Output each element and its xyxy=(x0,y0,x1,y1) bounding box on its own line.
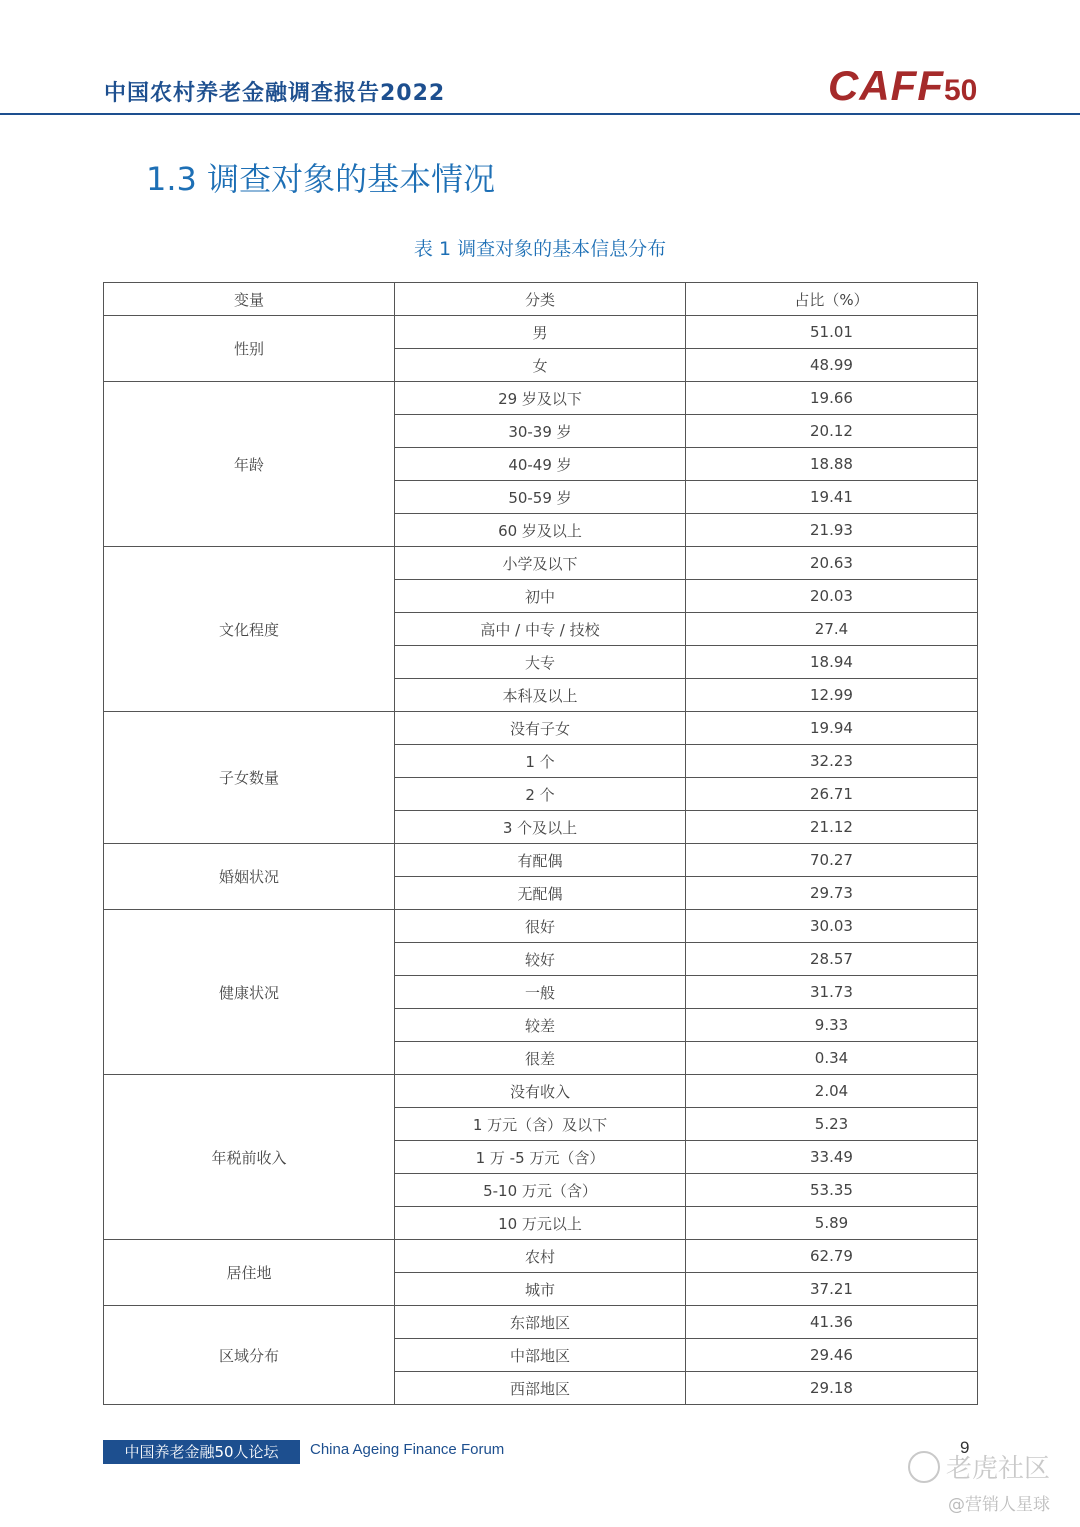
forum-name-en: China Ageing Finance Forum xyxy=(310,1441,505,1458)
category-cell: 中部地区 xyxy=(395,1339,686,1372)
category-cell: 初中 xyxy=(395,580,686,613)
category-cell: 高中 / 中专 / 技校 xyxy=(395,613,686,646)
table-row xyxy=(104,910,978,943)
percentage-cell: 5.23 xyxy=(686,1108,978,1141)
percentage-cell: 5.89 xyxy=(686,1207,978,1240)
variable-cell: 区域分布 xyxy=(104,1306,395,1405)
percentage-cell: 28.57 xyxy=(686,943,978,976)
report-header-title: 中国农村养老金融调查报告2022 xyxy=(104,81,446,106)
percentage-cell: 21.12 xyxy=(686,811,978,844)
category-cell: 农村 xyxy=(395,1240,686,1273)
percentage-cell: 18.88 xyxy=(686,448,978,481)
percentage-cell: 18.94 xyxy=(686,646,978,679)
category-cell: 一般 xyxy=(395,976,686,1009)
percentage-cell: 29.18 xyxy=(686,1372,978,1405)
category-cell: 1 万 -5 万元（含） xyxy=(395,1141,686,1174)
percentage-cell: 19.41 xyxy=(686,481,978,514)
category-cell: 西部地区 xyxy=(395,1372,686,1405)
variable-cell: 文化程度 xyxy=(104,547,395,712)
percentage-cell: 27.4 xyxy=(686,613,978,646)
watermark-community xyxy=(908,1448,1050,1485)
category-cell: 很好 xyxy=(395,910,686,943)
percentage-cell: 53.35 xyxy=(686,1174,978,1207)
variable-cell: 婚姻状况 xyxy=(104,844,395,910)
percentage-cell: 21.93 xyxy=(686,514,978,547)
percentage-cell: 31.73 xyxy=(686,976,978,1009)
basic-info-table xyxy=(103,282,978,1405)
category-cell: 城市 xyxy=(395,1273,686,1306)
category-cell: 1 个 xyxy=(395,745,686,778)
percentage-cell: 0.34 xyxy=(686,1042,978,1075)
percentage-cell: 20.63 xyxy=(686,547,978,580)
logo-number: 50 xyxy=(943,74,978,107)
caff50-logo xyxy=(828,62,977,110)
percentage-cell: 37.21 xyxy=(686,1273,978,1306)
category-cell: 3 个及以上 xyxy=(395,811,686,844)
category-cell: 30-39 岁 xyxy=(395,415,686,448)
percentage-cell: 12.99 xyxy=(686,679,978,712)
watermark-logo-icon xyxy=(908,1451,940,1483)
table-body xyxy=(104,316,978,1405)
table-row xyxy=(104,316,978,349)
category-cell: 女 xyxy=(395,349,686,382)
variable-cell: 子女数量 xyxy=(104,712,395,844)
variable-cell: 性别 xyxy=(104,316,395,382)
percentage-cell: 19.94 xyxy=(686,712,978,745)
section-title: 1.3 调查对象的基本情况 xyxy=(146,160,496,198)
forum-name-cn: 中国养老金融50人论坛 xyxy=(103,1440,300,1464)
category-cell: 40-49 岁 xyxy=(395,448,686,481)
category-cell: 2 个 xyxy=(395,778,686,811)
watermark-handle: @营销人星球 xyxy=(948,1495,1050,1515)
table-row xyxy=(104,844,978,877)
category-cell: 大专 xyxy=(395,646,686,679)
category-cell: 东部地区 xyxy=(395,1306,686,1339)
percentage-cell: 30.03 xyxy=(686,910,978,943)
category-cell: 5-10 万元（含） xyxy=(395,1174,686,1207)
category-cell: 没有收入 xyxy=(395,1075,686,1108)
table-row xyxy=(104,712,978,745)
percentage-cell: 29.46 xyxy=(686,1339,978,1372)
category-cell: 1 万元（含）及以下 xyxy=(395,1108,686,1141)
page-number: 9 xyxy=(960,1438,970,1457)
percentage-cell: 2.04 xyxy=(686,1075,978,1108)
category-cell: 50-59 岁 xyxy=(395,481,686,514)
percentage-cell: 9.33 xyxy=(686,1009,978,1042)
watermark-text: 老虎社区 xyxy=(946,1454,1051,1484)
category-cell: 10 万元以上 xyxy=(395,1207,686,1240)
percentage-cell: 20.03 xyxy=(686,580,978,613)
category-cell: 较差 xyxy=(395,1009,686,1042)
table-row xyxy=(104,1075,978,1108)
percentage-cell: 33.49 xyxy=(686,1141,978,1174)
table-row xyxy=(104,382,978,415)
variable-cell: 健康状况 xyxy=(104,910,395,1075)
category-cell: 本科及以上 xyxy=(395,679,686,712)
column-header-percentage: 占比（%） xyxy=(686,283,978,316)
percentage-cell: 41.36 xyxy=(686,1306,978,1339)
percentage-cell: 26.71 xyxy=(686,778,978,811)
variable-cell: 居住地 xyxy=(104,1240,395,1306)
percentage-cell: 51.01 xyxy=(686,316,978,349)
table-row xyxy=(104,1306,978,1339)
category-cell: 没有子女 xyxy=(395,712,686,745)
percentage-cell: 20.12 xyxy=(686,415,978,448)
percentage-cell: 62.79 xyxy=(686,1240,978,1273)
percentage-cell: 29.73 xyxy=(686,877,978,910)
category-cell: 无配偶 xyxy=(395,877,686,910)
category-cell: 小学及以下 xyxy=(395,547,686,580)
table-row xyxy=(104,547,978,580)
percentage-cell: 48.99 xyxy=(686,349,978,382)
category-cell: 有配偶 xyxy=(395,844,686,877)
column-header-variable: 变量 xyxy=(104,283,395,316)
category-cell: 较好 xyxy=(395,943,686,976)
table-row xyxy=(104,1240,978,1273)
category-cell: 29 岁及以下 xyxy=(395,382,686,415)
percentage-cell: 19.66 xyxy=(686,382,978,415)
category-cell: 很差 xyxy=(395,1042,686,1075)
table-caption: 表 1 调查对象的基本信息分布 xyxy=(413,238,667,260)
variable-cell: 年龄 xyxy=(104,382,395,547)
category-cell: 男 xyxy=(395,316,686,349)
percentage-cell: 32.23 xyxy=(686,745,978,778)
variable-cell: 年税前收入 xyxy=(104,1075,395,1240)
table-header-row xyxy=(104,283,978,316)
percentage-cell: 70.27 xyxy=(686,844,978,877)
category-cell: 60 岁及以上 xyxy=(395,514,686,547)
header-divider xyxy=(0,113,1080,115)
column-header-category: 分类 xyxy=(395,283,686,316)
logo-text: CAFF xyxy=(828,62,944,109)
